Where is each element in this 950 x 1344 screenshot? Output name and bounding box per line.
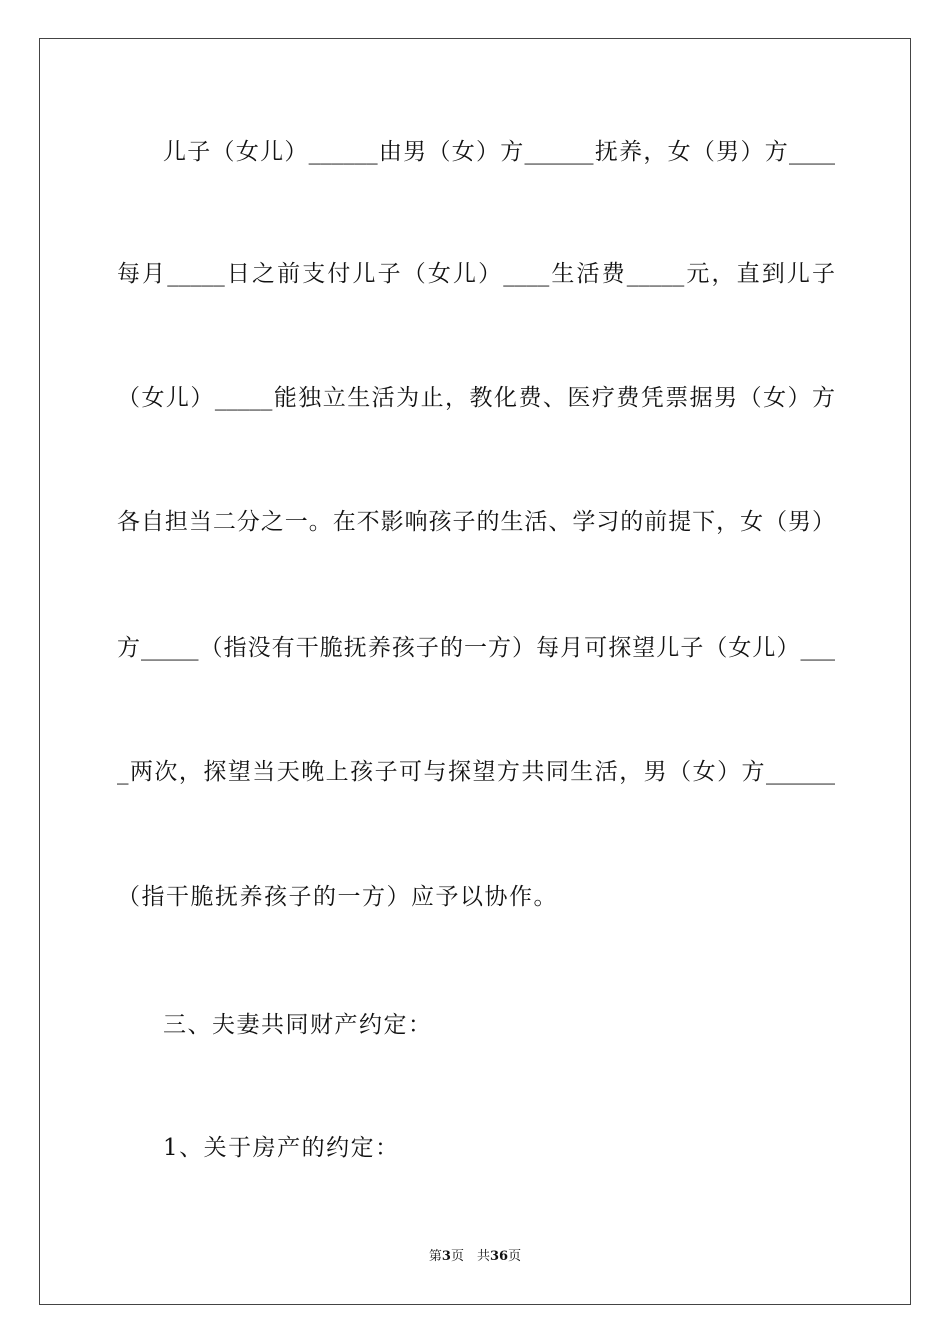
footer-total-pages: 36 [489,1249,509,1264]
footer-prefix: 第 [428,1249,442,1264]
footer-suffix: 页 [508,1249,522,1264]
section-heading: 三、夫妻共同财产约定： [163,1012,433,1038]
body-line-4: 各自担当二分之一。在不影响孩子的生活、学习的前提下，女（男） [117,509,835,535]
body-line-5: 方_____（指没有干脆抚养孩子的一方）每月可探望儿子（女儿）___ [117,635,835,661]
subsection-heading: 1、关于房产的约定： [163,1135,400,1161]
body-line-3: （女儿）_____能独立生活为止，教化费、医疗费凭票据男（女）方 [117,385,835,411]
body-line-6: _两次，探望当天晚上孩子可与探望方共同生活，男（女）方______ [117,759,835,785]
body-line-1: 儿子（女儿）______由男（女）方______抚养，女（男）方____ [163,139,835,165]
body-line-7: （指干脆抚养孩子的一方）应予以协作。 [117,884,558,910]
page-footer [0,1248,950,1266]
footer-page-number: 3 [441,1249,451,1264]
footer-middle: 页 共 [450,1249,490,1264]
page-border [39,38,911,1305]
body-line-2: 每月_____日之前支付儿子（女儿）____生活费_____元，直到儿子 [117,261,835,287]
